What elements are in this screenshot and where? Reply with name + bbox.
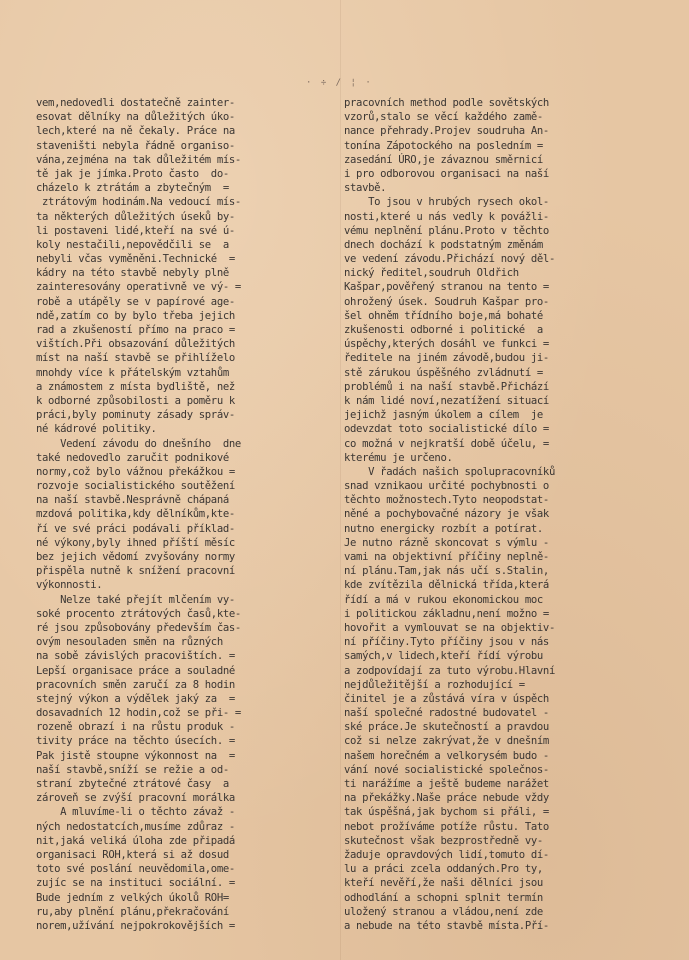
text-line: vem,nedovedli dostatečně zainter- xyxy=(36,97,235,109)
right-text-column xyxy=(344,96,650,933)
text-line: nit,jaká veliká úloha zde připadá xyxy=(36,834,235,847)
text-line: stejný výkon a výdělek jaký za = xyxy=(36,692,235,705)
text-line: né výkony,byly ihned příští měsíc xyxy=(36,536,235,549)
text-line: a zodpovídají za tuto výrobu.Hlavní xyxy=(344,664,555,677)
text-line: ní plánu.Tam,jak nás učí s.Stalin, xyxy=(344,565,549,578)
text-line: nebyli včas vyměněni.Technické = xyxy=(36,253,235,266)
text-line: To jsou v hrubých rysech okol- xyxy=(344,196,549,209)
text-line: ztrátovým hodinám.Na vedoucí mís- xyxy=(36,196,241,209)
text-line: na sobě závislých pracovištích. = xyxy=(36,650,235,663)
text-line: nebot prožíváme potíže růstu. Tato xyxy=(344,820,549,833)
text-line: práci,byly pominuty zásady správ- xyxy=(36,409,235,422)
text-line: naší společné radostné budovatel - xyxy=(344,707,549,720)
text-line: kterému je určeno. xyxy=(344,451,453,464)
text-line: vištích.Při obsazování důležitých xyxy=(36,338,235,351)
text-line: řídí a má v rukou ekonomickou moc xyxy=(344,593,543,606)
text-line: pracovních method podle sovětských xyxy=(344,97,549,109)
text-line: výkonnosti. xyxy=(36,579,103,592)
text-line: uložený stranou a vládou,není zde xyxy=(344,905,543,918)
text-line: ru,aby plnění plánu,překračování xyxy=(36,905,229,918)
text-line: stavbě. xyxy=(344,182,387,195)
text-line: i pro odborovou organisaci na naší xyxy=(344,167,549,180)
text-line: vání nové socialistické společnos- xyxy=(344,763,549,776)
text-line: také nedovedlo zaručit podnikové xyxy=(36,451,229,464)
text-line: vami na objektivní příčiny neplně- xyxy=(344,551,549,563)
text-line: ndě,zatím co by bylo třeba jejich xyxy=(36,309,235,322)
text-line: V řadách našich spolupracovníků xyxy=(344,465,555,478)
text-line: vému neplnění plánu.Proto v těchto xyxy=(344,224,549,237)
text-line: činitel je a zůstává víra v úspěch xyxy=(344,692,549,705)
text-line: tak úspěšná,jak bychom si přáli, = xyxy=(344,806,549,819)
text-line: nance přehrady.Projev soudruha An- xyxy=(344,125,549,138)
text-line: šel ohněm třídního boje,má bohaté xyxy=(344,309,543,322)
text-line: stě zárukou úspěšného zvládnutí = xyxy=(344,366,543,379)
text-line: mzdová politika,kdy dělníkům,kte- xyxy=(36,508,235,521)
text-line: tě jak je jímka.Proto často do- xyxy=(36,167,229,180)
text-line: kde zvítězila dělnická třída,která xyxy=(344,579,549,592)
text-line: Vedení závodu do dnešního dne xyxy=(36,437,241,450)
text-line: koly nestačili,nepovědčili se a xyxy=(36,238,229,251)
text-line: cházelo k ztrátám a zbytečným = xyxy=(36,182,229,195)
text-line: zujíc se na instituci sociální. = xyxy=(36,877,235,890)
text-line: ředitele na jiném závodě,budou ji- xyxy=(344,352,549,365)
text-line: i politickou základnu,není možno = xyxy=(344,607,549,620)
text-line: ovým nesouladen směn na různých xyxy=(36,636,223,649)
text-line: A mluvíme-li o těchto závaž - xyxy=(36,806,235,819)
text-line: zasedání ÚRO,je závaznou směrnicí xyxy=(344,153,543,166)
text-line: ve vedení závodu.Přichází nový děl- xyxy=(344,253,555,266)
text-line: přispěla nutně k snížení pracovní xyxy=(36,565,235,578)
text-line: Kašpar,pověřený stranou na tento = xyxy=(344,281,549,294)
text-line: na překážky.Naše práce nebude vždy xyxy=(344,792,549,805)
text-line: staveništi nebyla řádně organiso- xyxy=(36,139,235,152)
text-line: ří ve své práci podávali příklad- xyxy=(36,522,235,535)
text-line: normy,což bylo vážnou překážkou = xyxy=(36,465,235,478)
text-line: zkušenosti odborné i politické a xyxy=(344,324,543,336)
text-line: a známostem z místa bydliště, než xyxy=(36,380,235,393)
text-line: tonína Zápotockého na posledním = xyxy=(344,139,543,152)
text-line: nutno energicky rozbít a potírat. xyxy=(344,522,543,535)
text-line: naší stavbě,sníží se režie a od- xyxy=(36,763,229,776)
text-line: úspěchy,kterých dosáhl ve funkci = xyxy=(344,338,549,351)
text-line: Lepší organisace práce a souladné xyxy=(36,664,235,677)
text-line: skutečnost však bezprostředně vy- xyxy=(344,834,543,847)
text-line: snad vznikaou určité pochybnosti o xyxy=(344,480,549,493)
text-line: bez jejich vědomí zvyšovány normy xyxy=(36,551,235,563)
text-line: robě a utápěly se v papírové age- xyxy=(36,295,235,308)
text-line: hovořit a vymlouvat se na objektiv- xyxy=(344,621,555,634)
text-line: ti narážíme a ještě budeme narážet xyxy=(344,778,549,790)
text-line: mnohdy více k přátelským vztahům xyxy=(36,366,229,379)
text-line: li postaveni lidé,kteří na své ú- xyxy=(36,224,235,237)
text-line: problémů i na naší stavbě.Přichází xyxy=(344,380,549,393)
text-line: co možná v nejkratší době účelu, = xyxy=(344,437,549,450)
text-line: lech,které na ně čekaly. Práce na xyxy=(36,125,235,138)
text-line: zároveň se zvýší pracovní morálka xyxy=(36,792,235,805)
paper-fold-shade xyxy=(340,0,341,960)
text-line: těchto možnostech.Tyto neopodstat- xyxy=(344,494,549,507)
text-line: k nám lidé noví,nezatížení situací xyxy=(344,394,549,407)
text-line: soké procento ztrátových časů,kte- xyxy=(36,607,241,620)
text-line: samých,v lidech,kteří řídí výrobu xyxy=(344,650,543,663)
text-line: žaduje opravdových lidí,tomuto dí- xyxy=(344,848,549,861)
text-line: tivity práce na těchto úsecích. = xyxy=(36,735,235,748)
text-line: ných nedostatcích,musíme zdůraz - xyxy=(36,820,235,833)
text-line: kteří nevěří,že naši dělníci jsou xyxy=(344,877,543,890)
text-line: na naší stavbě.Nesprávně chápaná xyxy=(36,494,229,507)
left-text-column xyxy=(36,96,336,933)
text-line: pracovních směn zaručí za 8 hodin xyxy=(36,678,235,691)
text-line: rozvoje socialistického soutěžení xyxy=(36,480,235,493)
text-line: dosavadních 12 hodin,což se při- = xyxy=(36,707,241,720)
header-mark: · ÷ / ¦ · xyxy=(306,78,373,88)
text-line: něné a pochybovačné názory je však xyxy=(344,508,549,521)
text-line: vána,zejména na tak důležitém mís- xyxy=(36,153,241,166)
text-line: našem horečném a velkorysém budo - xyxy=(344,749,549,762)
text-line: jejichž jasným úkolem a cílem je xyxy=(344,409,543,422)
text-line: Pak jistě stoupne výkonnost na = xyxy=(36,749,235,762)
text-line: rad a zkušeností přímo na praco = xyxy=(36,324,235,336)
text-line: nosti,které u nás vedly k povážli- xyxy=(344,210,549,223)
text-line: vzorů,stalo se věcí každého zamě- xyxy=(344,111,543,124)
text-line: což si nelze zakrývat,že v dnešním xyxy=(344,735,549,748)
text-line: rozeně obrazí i na růstu produk - xyxy=(36,721,235,734)
text-line: Nelze také přejít mlčením vy- xyxy=(36,593,235,606)
text-line: norem,užívání nejpokrokovějších = xyxy=(36,919,235,932)
text-line: lu a práci zcela oddaných.Pro ty, xyxy=(344,863,543,876)
text-line: dnech dochází k podstatným změnám xyxy=(344,238,543,251)
text-line: ní příčiny.Tyto příčiny jsou v nás xyxy=(344,636,549,649)
text-line: zainteresovány operativně ve vý- = xyxy=(36,281,241,294)
text-line: toto své poslání neuvědomila,ome- xyxy=(36,863,235,876)
text-line: k odborné způsobilosti a poměru k xyxy=(36,394,235,407)
text-line: a nebude na této stavbě místa.Pří- xyxy=(344,919,549,932)
text-line: odevzdat toto socialistické dílo = xyxy=(344,423,549,436)
text-line: kádry na této stavbě nebyly plně xyxy=(36,267,229,280)
text-line: organisaci ROH,která si až dosud xyxy=(36,848,229,861)
text-line: nejdůležitější a rozhodující = xyxy=(344,678,525,691)
text-line: ré jsou způsobovány především čas- xyxy=(36,621,241,634)
text-line: Bude jedním z velkých úkolů ROH= xyxy=(36,891,229,904)
text-line: míst na naší stavbě se přihlíželo xyxy=(36,352,235,365)
text-line: ské práce.Je skutečností a pravdou xyxy=(344,721,549,734)
text-line: Je nutno rázně skoncovat s výmlu - xyxy=(344,536,549,549)
text-line: né kádrové politiky. xyxy=(36,423,157,436)
text-line: nický ředitel,soudruh Oldřich xyxy=(344,267,519,280)
text-line: ta některých důležitých úseků by- xyxy=(36,210,235,223)
text-line: esovat dělníky na důležitých úko- xyxy=(36,111,235,124)
text-line: ohrožený úsek. Soudruh Kašpar pro- xyxy=(344,295,549,308)
text-line: odhodlání a schopni splnit termín xyxy=(344,891,543,904)
text-line: straní zbytečné ztrátové časy a xyxy=(36,778,229,790)
